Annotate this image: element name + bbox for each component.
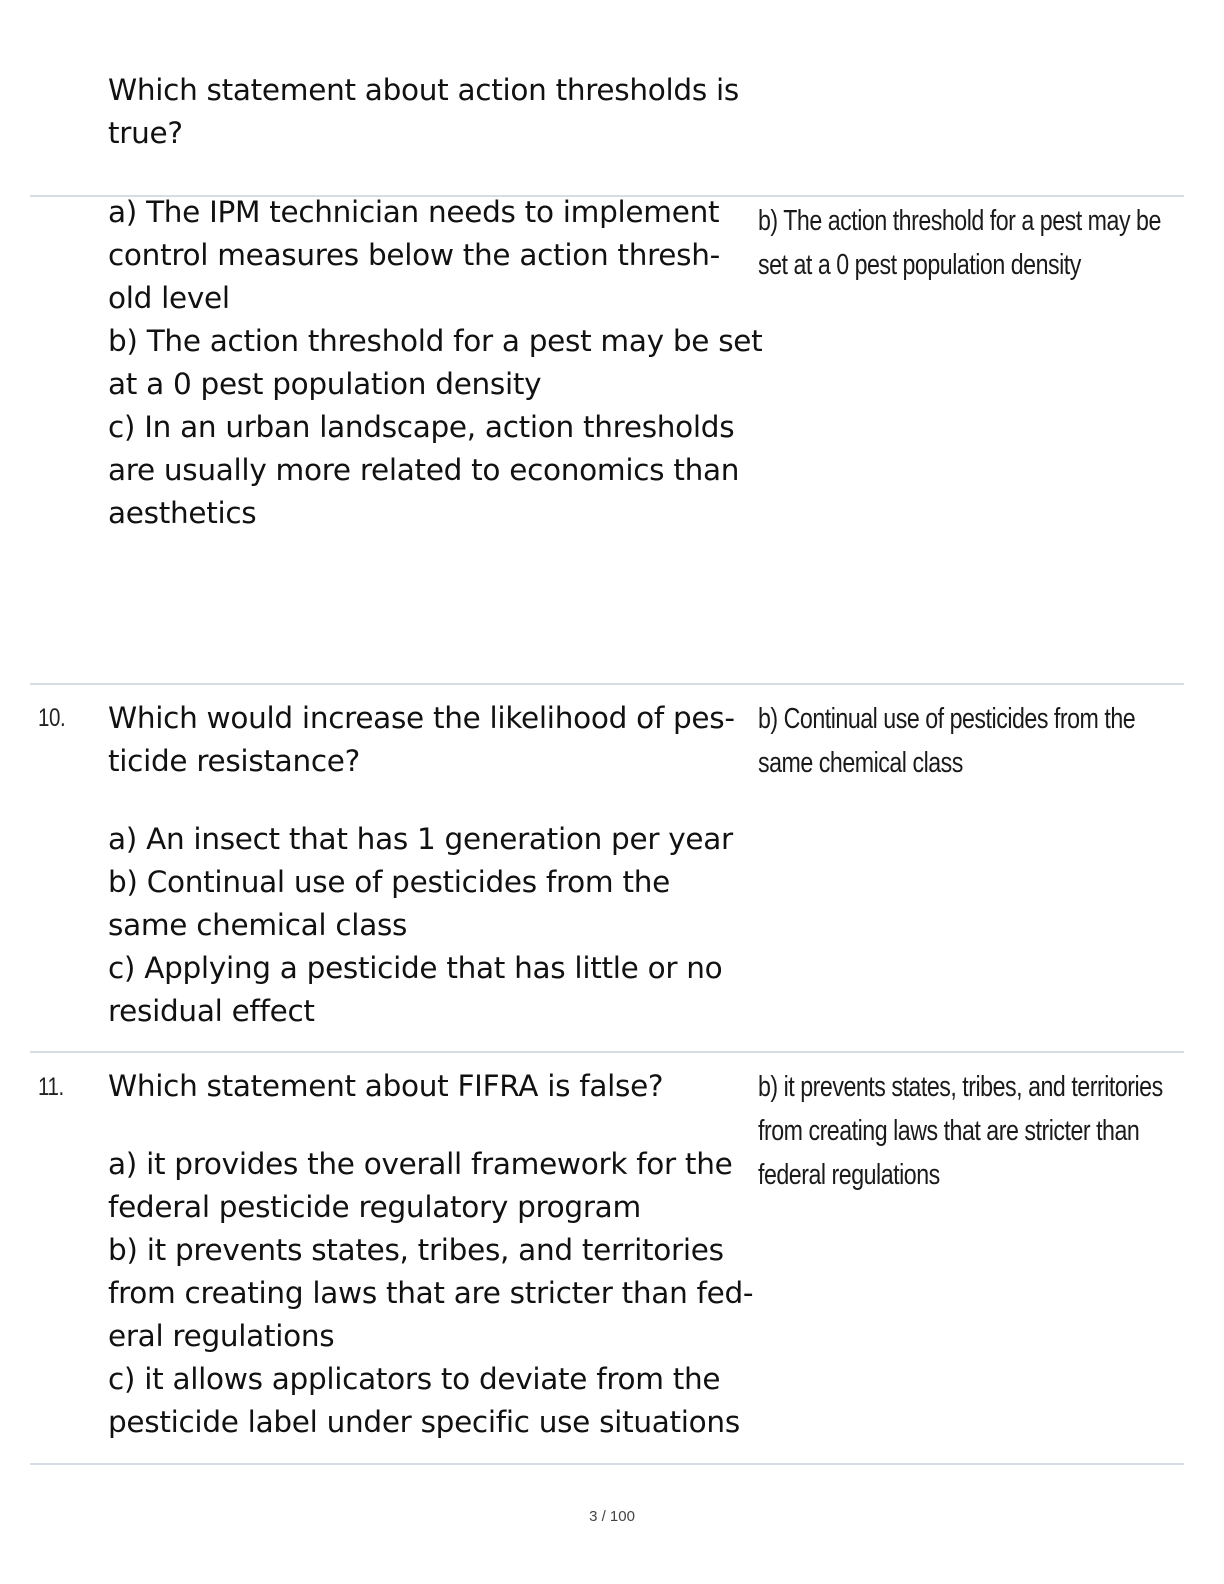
q11-answer-line: federal regulations — [758, 1159, 940, 1191]
q11-question — [108, 1065, 756, 1108]
q10-option-line: b) Continual use of pesticides from the — [108, 865, 670, 899]
q11-option-line: b) it prevents states, tribes, and territories — [108, 1233, 724, 1267]
q10-options — [108, 818, 756, 1033]
q9-option-line: a) The IPM technician needs to implement — [108, 195, 720, 229]
q9-question-line: true? — [108, 116, 183, 150]
q11-answer-line: from creating laws that are stricter than — [758, 1115, 1140, 1147]
q11-option-line: a) it provides the overall framework for the — [108, 1147, 733, 1181]
row-divider — [30, 1051, 1184, 1053]
q11-question-line: Which statement about FIFRA is false? — [108, 1069, 664, 1103]
q9-question-line: Which statement about action thresholds is — [108, 73, 739, 107]
q9-option-line: are usually more related to economics than — [108, 453, 740, 487]
q10-answer-line: b) Continual use of pesticides from the — [758, 703, 1136, 735]
q9-option-line: aesthetics — [108, 496, 257, 530]
q10-option-line: c) Applying a pesticide that has little or no — [108, 951, 723, 985]
q10-question-line: Which would increase the likelihood of pes- — [108, 701, 735, 735]
q10-number: 10. — [38, 704, 66, 732]
row-divider — [30, 1463, 1184, 1465]
q9-answer-line: b) The action threshold for a pest may be — [758, 205, 1161, 237]
q9-option-line: at a 0 pest population density — [108, 367, 542, 401]
q9-answer-line: set at a 0 pest population density — [758, 249, 1081, 281]
q9-option-line: c) In an urban landscape, action thresholds — [108, 410, 735, 444]
q11-option-line: federal pesticide regulatory program — [108, 1190, 641, 1224]
q11-option-line: c) it allows applicators to deviate from the — [108, 1362, 721, 1396]
page-indicator: 3 / 100 — [589, 1508, 635, 1525]
q11-option-line: pesticide label under specific use situations — [108, 1405, 740, 1439]
q9-option-line: old level — [108, 281, 230, 315]
q11-option-line: from creating laws that are stricter than fed- — [108, 1276, 754, 1310]
q9-option-line: control measures below the action thresh- — [108, 238, 720, 272]
q11-option-line: eral regulations — [108, 1319, 335, 1353]
q11-number: 11. — [38, 1073, 64, 1101]
q11-options — [108, 1143, 756, 1444]
q10-option-line: residual effect — [108, 994, 315, 1028]
q10-question — [108, 697, 756, 783]
q9-option-line: b) The action threshold for a pest may be set — [108, 324, 763, 358]
q10-option-line: a) An insect that has 1 generation per year — [108, 822, 733, 856]
q11-answer — [758, 1065, 1178, 1197]
q10-option-line: same chemical class — [108, 908, 408, 942]
q11-answer-line: b) it prevents states, tribes, and territories — [758, 1071, 1163, 1103]
row-divider — [30, 683, 1184, 685]
q10-answer — [758, 697, 1178, 785]
q9-options — [108, 191, 763, 535]
q10-question-line: ticide resistance? — [108, 744, 360, 778]
q9-question — [108, 69, 756, 155]
q10-answer-line: same chemical class — [758, 747, 963, 779]
q9-answer — [758, 199, 1178, 287]
